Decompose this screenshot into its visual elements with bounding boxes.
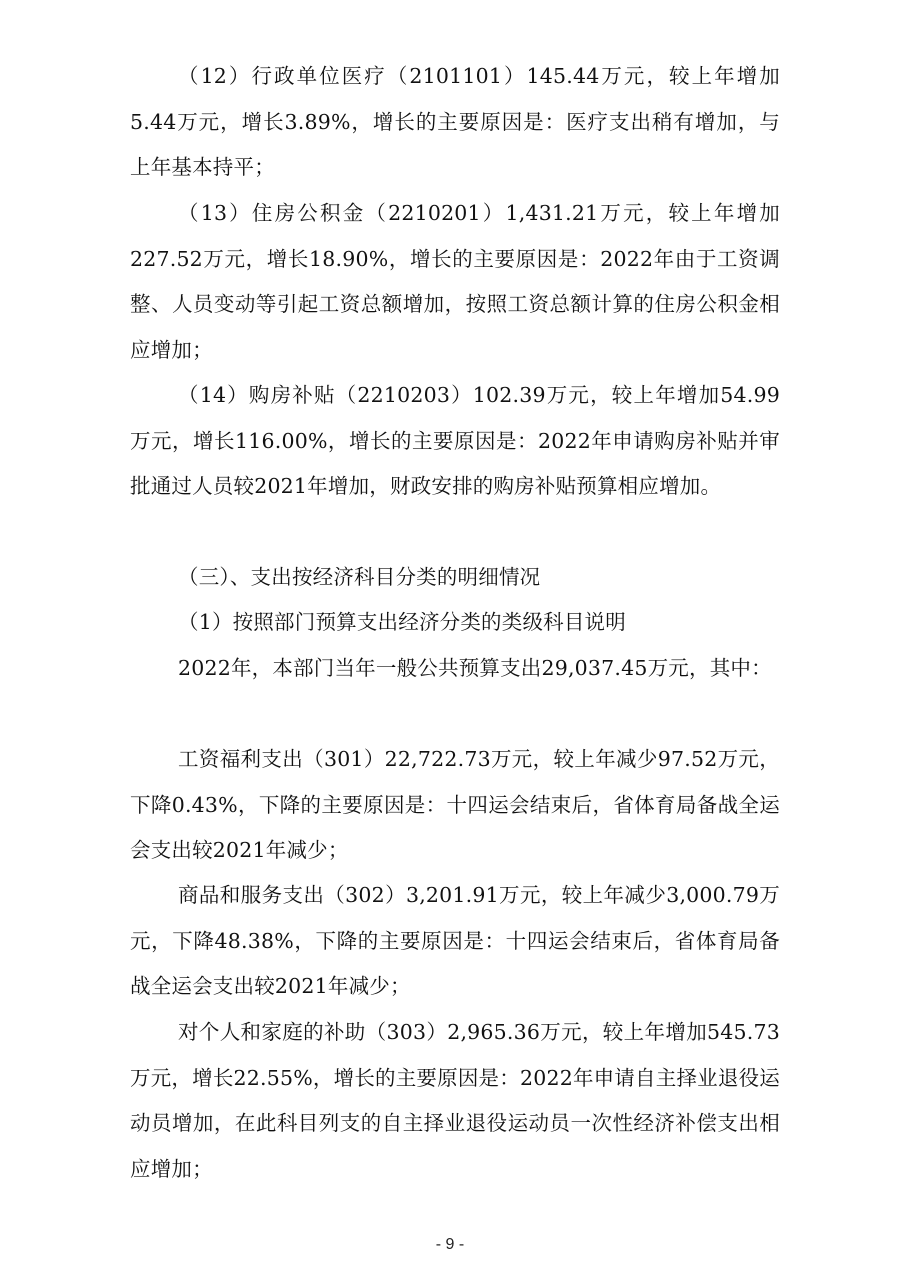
subsection-heading-class-items: （1）按照部门预算支出经济分类的类级科目说明 — [178, 610, 626, 634]
paragraph-personal-household-subsidy: 对个人和家庭的补助（303）2,965.36万元，较上年增加545.73万元，增长22.55%，增长的主要原因是：2022年申请自主择业退役运动员增加，在此科目列支的自主择业退役运动员一次性经济补偿支出相应增加； — [130, 1020, 780, 1181]
paragraph-housing-fund: （13）住房公积金（2210201）1,431.21万元，较上年增加227.52万元，增长18.90%，增长的主要原因是：2022年由于工资调整、人员变动等引起工资总额增加，按照工资总额计算的住房公积金相应增加； — [130, 201, 780, 362]
page-number: - 9 - — [435, 1236, 465, 1253]
section-heading-economic-classification: （三）、支出按经济科目分类的明细情况 — [178, 565, 541, 589]
paragraph-salary-welfare: 工资福利支出（301）22,722.73万元，较上年减少97.52万元，下降0.43%，下降的主要原因是：十四运会结束后，省体育局备战全运会支出较2021年减少； — [130, 747, 780, 862]
paragraph-administrative-medical: （12）行政单位医疗（2101101）145.44万元，较上年增加5.44万元，增长3.89%，增长的主要原因是：医疗支出稍有增加，与上年基本持平； — [130, 64, 780, 179]
paragraph-total-expenditure: 2022年，本部门当年一般公共预算支出29,037.45万元，其中： — [178, 656, 772, 680]
paragraph-goods-services: 商品和服务支出（302）3,201.91万元，较上年减少3,000.79万元，下降48.38%，下降的主要原因是：十四运会结束后，省体育局备战全运会支出较2021年减少； — [130, 883, 780, 998]
paragraph-housing-subsidy: （14）购房补贴（2210203）102.39万元，较上年增加54.99万元，增长116.00%，增长的主要原因是：2022年申请购房补贴并审批通过人员较2021年增加，财政安排的购房补贴预算相应增加。 — [130, 383, 780, 498]
